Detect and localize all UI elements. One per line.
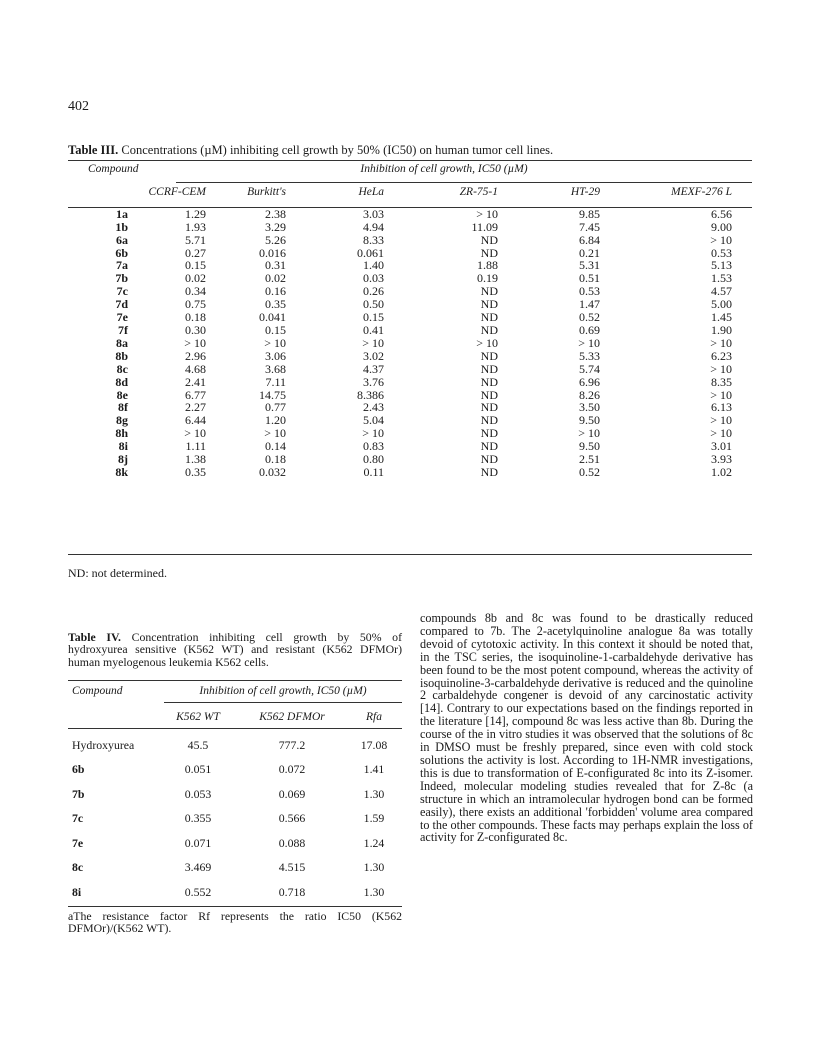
table3-value-cell: 9.00 — [711, 219, 732, 234]
table3-value-cell: 1.93 — [185, 219, 206, 234]
table3-compound-cell: 1a — [116, 206, 128, 221]
table3-value-cell: ND — [480, 413, 498, 428]
table4-value-cell: 1.30 — [363, 786, 385, 801]
table3-value-cell: ND — [480, 374, 498, 389]
table3-row — [68, 337, 752, 350]
table3-value-cell: 1.90 — [711, 322, 732, 337]
table4-caption-text: Concentration inhibiting cell growth by 50% of hydroxyurea sensitive (K562 WT) and resistant (K562 DFMOr) human myelogenous leukemia K562 cells. — [68, 630, 403, 669]
table3-row — [68, 466, 752, 479]
table3-compound-cell: 8e — [116, 387, 128, 402]
table3-value-cell: 1.88 — [477, 258, 498, 273]
table4-body — [68, 733, 402, 905]
table3-compound-cell: 8d — [115, 374, 128, 389]
table3-value-cell: 9.85 — [579, 206, 600, 221]
table3-value-cell: 0.15 — [185, 258, 206, 273]
table4-value-cell: 1.41 — [363, 762, 385, 777]
table3-value-cell: ND — [480, 245, 498, 260]
table4-compound-cell: 7c — [72, 811, 84, 826]
table3-col-hela: HeLa — [358, 185, 384, 198]
table4-value-cell: 17.08 — [360, 737, 388, 752]
table3-row — [68, 298, 752, 311]
table3-col-ccrf-cem: CCRF-CEM — [148, 185, 206, 198]
table3-value-cell: 0.77 — [265, 400, 286, 415]
table4-value-cell: 1.24 — [363, 835, 385, 850]
table3-compound-cell: 7b — [115, 271, 128, 286]
table4-row — [68, 758, 402, 783]
table3-value-cell: 4.37 — [363, 361, 384, 376]
table3-value-cell: 6.84 — [579, 232, 600, 247]
table3-value-cell: 5.00 — [711, 297, 732, 312]
table3-value-cell: 0.75 — [185, 297, 206, 312]
table4-compound-cell: 8c — [72, 860, 84, 875]
table3-compound-cell: 8c — [116, 361, 128, 376]
table3-value-cell: 9.50 — [579, 439, 600, 454]
table4-row — [68, 782, 402, 807]
table3-value-cell: 2.41 — [185, 374, 206, 389]
table3-value-cell: 9.50 — [579, 413, 600, 428]
table4-value-cell: 0.069 — [278, 786, 306, 801]
table3-value-cell: 8.35 — [711, 374, 732, 389]
table3-value-cell: ND — [480, 232, 498, 247]
table4-value-cell: 0.552 — [184, 884, 212, 899]
table3-footnote: ND: not determined. — [68, 566, 167, 580]
table3-compound-cell: 8f — [118, 400, 128, 415]
table3-value-cell: 8.33 — [363, 232, 384, 247]
table3-row — [68, 311, 752, 324]
table3-value-cell: 2.96 — [185, 348, 206, 363]
table3-value-cell: 0.34 — [185, 284, 206, 299]
table3-compound-cell: 8b — [115, 348, 128, 363]
table3-value-cell: 0.14 — [265, 439, 286, 454]
table4-value-cell: 1.59 — [363, 811, 385, 826]
table3-value-cell: ND — [480, 310, 498, 325]
table3-caption — [68, 143, 748, 158]
table3-value-cell: 1.02 — [711, 464, 732, 479]
table3-value-cell: 1.29 — [185, 206, 206, 221]
table3-compound-cell: 7f — [118, 322, 128, 337]
table3-compound-cell: 6a — [116, 232, 128, 247]
table3-row — [68, 363, 752, 376]
table3-row — [68, 389, 752, 402]
table4-row — [68, 807, 402, 832]
table4-value-cell: 0.718 — [278, 884, 306, 899]
table3-value-cell: 0.53 — [711, 245, 732, 260]
table4-compound-cell: 6b — [72, 762, 85, 777]
table3-value-cell: 2.27 — [185, 400, 206, 415]
table3-value-cell: 5.13 — [711, 258, 732, 273]
table4-value-cell: 1.30 — [363, 884, 385, 899]
table3-value-cell: 5.26 — [265, 232, 286, 247]
table4-row — [68, 733, 402, 758]
table3-value-cell: 0.032 — [259, 464, 286, 479]
table3-value-cell: > 10 — [184, 426, 206, 441]
table3-compound-cell: 1b — [115, 219, 128, 234]
table3-value-cell: ND — [480, 361, 498, 376]
table4-caption — [68, 631, 402, 668]
table3-compound-cell: 7d — [115, 297, 128, 312]
table3-value-cell: 0.52 — [579, 464, 600, 479]
table4-value-cell: 3.469 — [184, 860, 212, 875]
table3-value-cell: 4.68 — [185, 361, 206, 376]
table3-caption-text: Concentrations (µM) inhibiting cell growth by 50% (IC50) on human tumor cell lines. — [121, 143, 554, 157]
table3-row — [68, 440, 752, 453]
table3-value-cell: 0.041 — [259, 310, 286, 325]
table3-value-cell: 3.01 — [711, 439, 732, 454]
table3-value-cell: 5.04 — [363, 413, 384, 428]
table3-row — [68, 414, 752, 427]
table3-row — [68, 427, 752, 440]
table4-value-cell: 0.072 — [278, 762, 306, 777]
table3-value-cell: 4.94 — [363, 219, 384, 234]
table3-value-cell: 6.77 — [185, 387, 206, 402]
table3-value-cell: 5.31 — [579, 258, 600, 273]
table3-value-cell: 0.18 — [185, 310, 206, 325]
table3-value-cell: 4.57 — [711, 284, 732, 299]
table3-value-cell: ND — [480, 348, 498, 363]
table3-value-cell: > 10 — [710, 361, 732, 376]
table4-label: Table IV. — [68, 630, 121, 644]
table3-value-cell: 8.26 — [579, 387, 600, 402]
table4-row — [68, 880, 402, 905]
table3-row — [68, 350, 752, 363]
table3-value-cell: 6.13 — [711, 400, 732, 415]
table3-value-cell: 0.41 — [363, 322, 384, 337]
table4-value-cell: 45.5 — [187, 737, 209, 752]
table3-value-cell: 7.11 — [265, 374, 286, 389]
table3-value-cell: 0.83 — [363, 439, 384, 454]
table3-value-cell: 2.38 — [265, 206, 286, 221]
table4-compound-cell: Hydroxyurea — [72, 737, 135, 752]
table3-value-cell: ND — [480, 426, 498, 441]
table4-value-cell: 0.053 — [184, 786, 212, 801]
table3-value-cell: 0.26 — [363, 284, 384, 299]
table3-row — [68, 208, 752, 221]
table3-value-cell: > 10 — [710, 413, 732, 428]
table3-label: Table III. — [68, 143, 119, 157]
table3-row — [68, 376, 752, 389]
table3-value-cell: ND — [480, 387, 498, 402]
table3-value-cell: 0.35 — [265, 297, 286, 312]
table3-value-cell: 1.53 — [711, 271, 732, 286]
table3-value-cell: 0.03 — [363, 271, 384, 286]
table3-value-cell: 0.35 — [185, 464, 206, 479]
table3-value-cell: 0.02 — [265, 271, 286, 286]
table3-value-cell: 5.74 — [579, 361, 600, 376]
table3 — [68, 160, 752, 479]
table3-col-mexf-276l: MEXF-276 L — [670, 185, 732, 198]
table3-row — [68, 401, 752, 414]
table3-value-cell: 0.52 — [579, 310, 600, 325]
table3-compound-cell: 8j — [118, 452, 128, 467]
table3-row — [68, 453, 752, 466]
table3-value-cell: 6.56 — [711, 206, 732, 221]
table3-group-header: Inhibition of cell growth, IC50 (µM) — [360, 163, 528, 175]
table3-value-cell: > 10 — [264, 335, 286, 350]
table3-value-cell: 0.50 — [363, 297, 384, 312]
table4-value-cell: 0.566 — [278, 811, 306, 826]
table3-value-cell: ND — [480, 284, 498, 299]
table3-compound-cell: 6b — [115, 245, 128, 260]
table3-row — [68, 234, 752, 247]
table3-value-cell: 0.51 — [579, 271, 600, 286]
table3-compound-cell: 8k — [115, 464, 128, 479]
table3-value-cell: > 10 — [710, 335, 732, 350]
table3-value-cell: 0.30 — [185, 322, 206, 337]
table3-col-burkitts: Burkitt's — [247, 185, 286, 198]
table3-value-cell: > 10 — [362, 426, 384, 441]
table4-compound-cell: 8i — [72, 884, 82, 899]
table3-value-cell: 0.18 — [265, 452, 286, 467]
table3-compound-cell: 8h — [115, 426, 128, 441]
table4-col-k562-wt: K562 WT — [176, 711, 220, 723]
table4-row — [68, 831, 402, 856]
table3-value-cell: 2.51 — [579, 452, 600, 467]
table3-value-cell: > 10 — [362, 335, 384, 350]
table3-value-cell: 1.40 — [363, 258, 384, 273]
table3-row — [68, 272, 752, 285]
table3-compound-cell: 7c — [116, 284, 128, 299]
table3-value-cell: > 10 — [184, 335, 206, 350]
table4-value-cell: 1.30 — [363, 860, 385, 875]
table3-compound-header: Compound — [88, 163, 139, 175]
table3-value-cell: 11.09 — [471, 219, 498, 234]
table4-row — [68, 856, 402, 881]
table3-value-cell: 0.16 — [265, 284, 286, 299]
table3-value-cell: > 10 — [578, 335, 600, 350]
table3-row — [68, 285, 752, 298]
page-number: 402 — [68, 99, 89, 114]
table4-value-cell: 0.355 — [184, 811, 212, 826]
table3-value-cell: ND — [480, 400, 498, 415]
table3-value-cell: > 10 — [476, 206, 498, 221]
table3-value-cell: > 10 — [476, 335, 498, 350]
table3-value-cell: 1.11 — [185, 439, 206, 454]
table3-value-cell: 6.44 — [185, 413, 206, 428]
table3-value-cell: 3.50 — [579, 400, 600, 415]
table3-row — [68, 247, 752, 260]
table3-value-cell: 3.29 — [265, 219, 286, 234]
table3-value-cell: 0.31 — [265, 258, 286, 273]
table4-compound-header: Compound — [72, 685, 123, 697]
table3-value-cell: 6.23 — [711, 348, 732, 363]
table4-group-header: Inhibition of cell growth, IC50 (µM) — [199, 685, 367, 697]
table3-value-cell: 0.15 — [363, 310, 384, 325]
table3-compound-cell: 8a — [116, 335, 128, 350]
table4-value-cell: 0.071 — [184, 835, 212, 850]
table3-value-cell: 1.38 — [185, 452, 206, 467]
table3-row — [68, 221, 752, 234]
table3-value-cell: 0.016 — [259, 245, 286, 260]
table3-value-cell: 1.47 — [579, 297, 600, 312]
table3-value-cell: ND — [480, 439, 498, 454]
table3-value-cell: 0.69 — [579, 322, 600, 337]
table3-value-cell: ND — [480, 464, 498, 479]
table4-col-rf: Rfa — [366, 711, 382, 723]
table3-value-cell: > 10 — [578, 426, 600, 441]
table3-value-cell: 0.80 — [363, 452, 384, 467]
table3-value-cell: 1.20 — [265, 413, 286, 428]
table3-value-cell: 0.11 — [363, 464, 384, 479]
table4-value-cell: 0.088 — [278, 835, 306, 850]
table3-value-cell: 1.45 — [711, 310, 732, 325]
table3-compound-cell: 8g — [116, 413, 128, 428]
table3-value-cell: 14.75 — [259, 387, 286, 402]
table3-value-cell: 7.45 — [579, 219, 600, 234]
table3-value-cell: 3.03 — [363, 206, 384, 221]
table3-compound-cell: 8i — [118, 439, 128, 454]
table3-value-cell: 0.53 — [579, 284, 600, 299]
table3-value-cell: ND — [480, 322, 498, 337]
table3-value-cell: 0.19 — [477, 271, 498, 286]
table4-value-cell: 4.515 — [278, 860, 306, 875]
table3-col-zr-75-1: ZR-75-1 — [459, 185, 498, 198]
table3-value-cell: 0.061 — [357, 245, 384, 260]
table3-value-cell: 3.93 — [711, 452, 732, 467]
table3-body — [68, 208, 752, 479]
table3-value-cell: 0.15 — [265, 322, 286, 337]
table3-compound-cell: 7e — [116, 310, 128, 325]
table3-row — [68, 324, 752, 337]
table3-value-cell: 3.06 — [265, 348, 286, 363]
table4-compound-cell: 7b — [72, 786, 85, 801]
table3-value-cell: 5.71 — [185, 232, 206, 247]
table3-compound-cell: 7a — [116, 258, 128, 273]
table3-value-cell: 8.386 — [357, 387, 384, 402]
table4-value-cell: 777.2 — [278, 737, 306, 752]
table3-value-cell: 3.76 — [363, 374, 384, 389]
table4-value-cell: 0.051 — [184, 762, 212, 777]
body-paragraph: compounds 8b and 8c was found to be drastically reduced compared to 7b. The 2-acetylquinoline analogue 8a was totally devoid of cytotoxic activity. In this context it should be noted that, in the TSC series, the isoquinoline-1-carbaldehyde derivative has been found to be the most potent compound, whereas the activity of isoquinoline-3-carbaldehyde derivative is reduced and the quinoline 2 carbaldehyde congener is devoid of any carcinostatic activity [14]. Contrary to our expectations based on the findings reported in the literature [14], compound 8c was less active than 8b. During the course of the in vitro studies it was observed that the solutions of 8c in DMSO must be freshly prepared, since even with cold stock solutions the activity is lost. According to 1H-NMR investigations, this is due to transformation of E-configurated 8c into its Z-isomer. Indeed, molecular modeling studies revealed that for Z-8c (a structure in which an intramolecular hydrogen bond can be formed easily), there exists an additional 'forbidden' volume area compared to the other compounds. These facts may perhaps explain the loss of activity for Z-configurated 8c. — [420, 611, 753, 845]
table3-value-cell: ND — [480, 452, 498, 467]
table4-compound-cell: 7e — [72, 835, 84, 850]
table3-value-cell: > 10 — [710, 232, 732, 247]
table3-value-cell: 2.43 — [363, 400, 384, 415]
table3-value-cell: 6.96 — [579, 374, 600, 389]
table4-footnote: aThe resistance factor Rf represents the ratio IC50 (K562 DFMOr)/(K562 WT). — [68, 909, 402, 936]
table3-value-cell: 0.21 — [579, 245, 600, 260]
table3-value-cell: > 10 — [264, 426, 286, 441]
table3-row — [68, 259, 752, 272]
table4 — [68, 680, 402, 905]
table3-value-cell: 3.02 — [363, 348, 384, 363]
table3-value-cell: 0.02 — [185, 271, 206, 286]
table3-value-cell: > 10 — [710, 387, 732, 402]
table3-value-cell: 3.68 — [265, 361, 286, 376]
table3-col-ht-29: HT-29 — [570, 185, 600, 198]
table3-value-cell: > 10 — [710, 426, 732, 441]
table3-value-cell: 5.33 — [579, 348, 600, 363]
table3-value-cell: ND — [480, 297, 498, 312]
table3-value-cell: 0.27 — [185, 245, 206, 260]
table4-col-k562-dfmo: K562 DFMOr — [259, 711, 325, 723]
